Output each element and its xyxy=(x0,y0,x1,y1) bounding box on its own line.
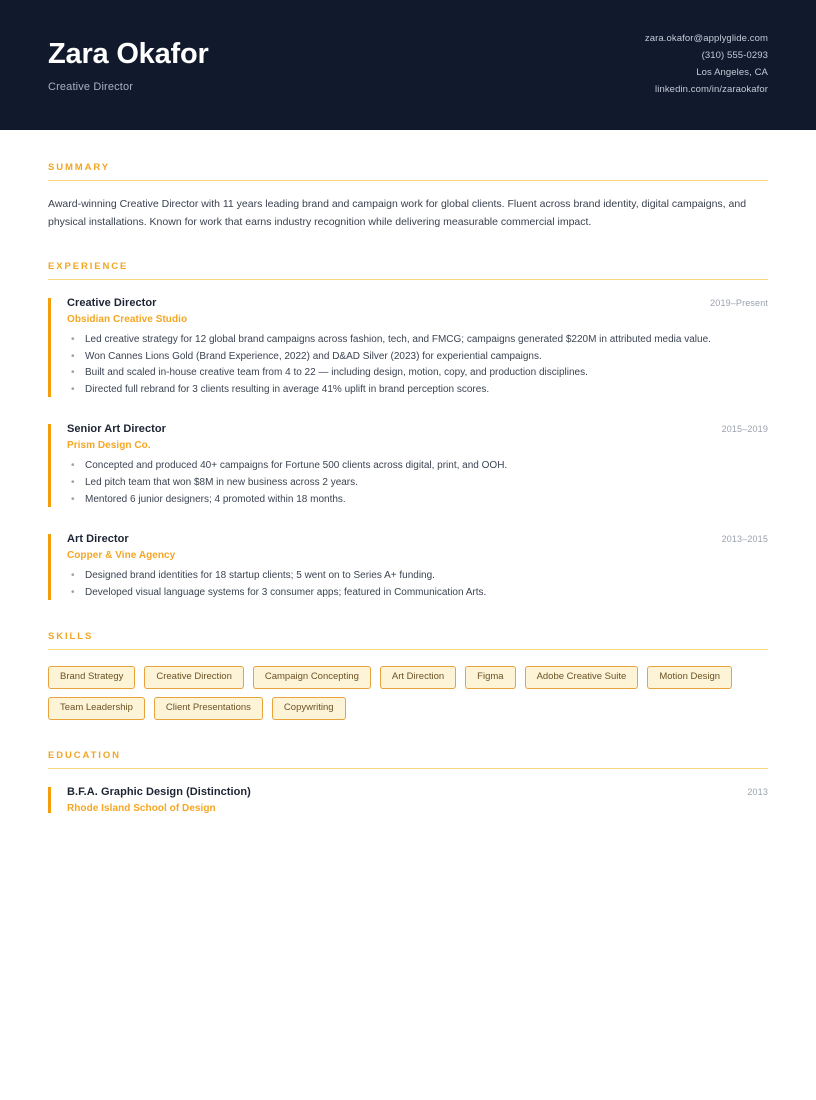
skill-chip: Creative Direction xyxy=(144,666,244,689)
entry-bullet xyxy=(67,568,768,585)
section-divider xyxy=(48,279,768,280)
entry-organization: Prism Design Co. xyxy=(67,440,151,452)
section-divider xyxy=(48,768,768,769)
entry-header xyxy=(67,533,768,545)
entry-bullet-text: Led creative strategy for 12 global brand campaigns across fashion, tech, and FMCG; campaigns generated $220M in attributed media value. xyxy=(85,334,711,345)
bullet-dot-icon: • xyxy=(71,570,75,582)
resume-body xyxy=(0,130,816,814)
entry-accent-bar xyxy=(48,424,51,507)
entry-role: Art Director xyxy=(67,533,129,546)
resume-entry xyxy=(48,533,768,601)
entry-organization: Copper & Vine Agency xyxy=(67,550,176,562)
contact-email[interactable]: zara.okafor@applyglide.com xyxy=(644,33,768,44)
entry-bullet-text: Concepted and produced 40+ campaigns for Fortune 500 clients across digital, print, and OOH. xyxy=(85,460,508,472)
section-divider xyxy=(48,649,768,650)
entry-role: Senior Art Director xyxy=(67,423,166,436)
skill-chip: Copywriting xyxy=(272,697,346,720)
resume-entry xyxy=(48,786,768,814)
section-divider xyxy=(48,180,768,181)
entry-header xyxy=(67,786,768,798)
entry-bullet xyxy=(67,585,768,602)
contact-location: Los Angeles, CA xyxy=(696,67,768,78)
entry-bullet-text: Mentored 6 junior designers; 4 promoted within 18 months. xyxy=(85,493,346,505)
skill-chip: Client Presentations xyxy=(154,697,263,720)
entry-bullet xyxy=(67,475,768,492)
entry-bullet xyxy=(67,365,768,382)
entry-role: B.F.A. Graphic Design (Distinction) xyxy=(67,786,251,799)
section-heading-experience: EXPERIENCE xyxy=(48,261,129,272)
page-title: Zara Okafor xyxy=(48,38,209,70)
skill-chip: Adobe Creative Suite xyxy=(525,666,639,689)
entry-bullet-text: Won Cannes Lions Gold (Brand Experience, 2022) and D&AD Silver (2023) for experiential campaigns. xyxy=(85,350,542,362)
entry-bullet-text: Built and scaled in-house creative team from 4 to 22 — including design, motion, copy, and production disciplines. xyxy=(85,367,588,379)
entry-bullet-text: Led pitch team that won $8M in new business across 2 years. xyxy=(85,476,358,488)
section-heading-education: EDUCATION xyxy=(48,750,121,762)
entry-bullet-text: Directed full rebrand for 3 clients resulting in average 41% uplift in brand perception scores. xyxy=(85,383,490,395)
section-experience xyxy=(48,231,768,601)
bullet-dot-icon: • xyxy=(71,460,75,472)
entry-bullet xyxy=(67,349,768,366)
skill-chip: Brand Strategy xyxy=(48,666,135,689)
entry-dates: 2019–Present xyxy=(710,298,768,308)
bullet-dot-icon: • xyxy=(71,493,75,505)
skill-chip: Team Leadership xyxy=(48,697,145,720)
contact-block xyxy=(645,0,768,98)
resume-entry xyxy=(48,297,768,398)
entry-bullet xyxy=(67,458,768,475)
section-heading-skills: SKILLS xyxy=(48,631,94,643)
entry-bullet-list xyxy=(67,458,768,508)
entry-bullet-text: Developed visual language systems for 3 consumer apps; featured in Communication Arts. xyxy=(85,586,487,598)
bullet-dot-icon: • xyxy=(71,383,75,395)
entry-organization: Rhode Island School of Design xyxy=(67,803,216,815)
resume-entry xyxy=(48,423,768,508)
entry-organization: Obsidian Creative Studio xyxy=(67,314,188,325)
entry-bullet-list xyxy=(67,332,768,398)
bullet-dot-icon: • xyxy=(71,350,75,362)
entry-dates: 2013 xyxy=(747,787,768,798)
experience-entry-list xyxy=(48,297,768,601)
skill-chip: Figma xyxy=(465,666,515,689)
skill-chip: Campaign Concepting xyxy=(253,666,371,689)
entry-bullet-text: Designed brand identities for 18 startup clients; 5 went on to Series A+ funding. xyxy=(85,570,435,582)
entry-bullet-list xyxy=(67,568,768,601)
section-skills xyxy=(48,601,768,720)
entry-accent-bar xyxy=(48,534,51,600)
bullet-dot-icon: • xyxy=(71,334,75,345)
section-heading-summary: SUMMARY xyxy=(48,162,111,173)
section-education xyxy=(48,720,768,814)
bullet-dot-icon: • xyxy=(71,367,75,379)
skill-chip: Art Direction xyxy=(380,666,456,689)
section-summary xyxy=(48,130,768,231)
contact-linkedin[interactable]: linkedin.com/in/zaraokafor xyxy=(655,84,768,95)
entry-header xyxy=(67,297,768,309)
skill-chip-list xyxy=(48,666,768,720)
entry-bullet xyxy=(67,332,768,349)
skill-chip: Motion Design xyxy=(647,666,732,689)
header-headline: Creative Director xyxy=(48,81,134,94)
entry-accent-bar xyxy=(48,787,51,813)
bullet-dot-icon: • xyxy=(71,476,75,488)
entry-accent-bar xyxy=(48,298,51,397)
summary-text: Award-winning Creative Director with 11 years leading brand and campaign work for global clients. Fluent across brand identity, digital campaigns, and physical installations. Known for work that earns industry recognition while delivering measurable commercial impact. xyxy=(48,198,747,228)
entry-header xyxy=(67,423,768,435)
resume-header xyxy=(0,0,816,130)
contact-phone[interactable]: (310) 555-0293 xyxy=(701,50,768,61)
education-entry-list xyxy=(48,786,768,814)
bullet-dot-icon: • xyxy=(71,586,75,598)
header-identity xyxy=(48,0,209,93)
entry-bullet xyxy=(67,382,768,399)
entry-dates: 2015–2019 xyxy=(721,424,768,435)
entry-role: Creative Director xyxy=(67,297,157,309)
entry-dates: 2013–2015 xyxy=(721,534,768,545)
entry-bullet xyxy=(67,492,768,509)
